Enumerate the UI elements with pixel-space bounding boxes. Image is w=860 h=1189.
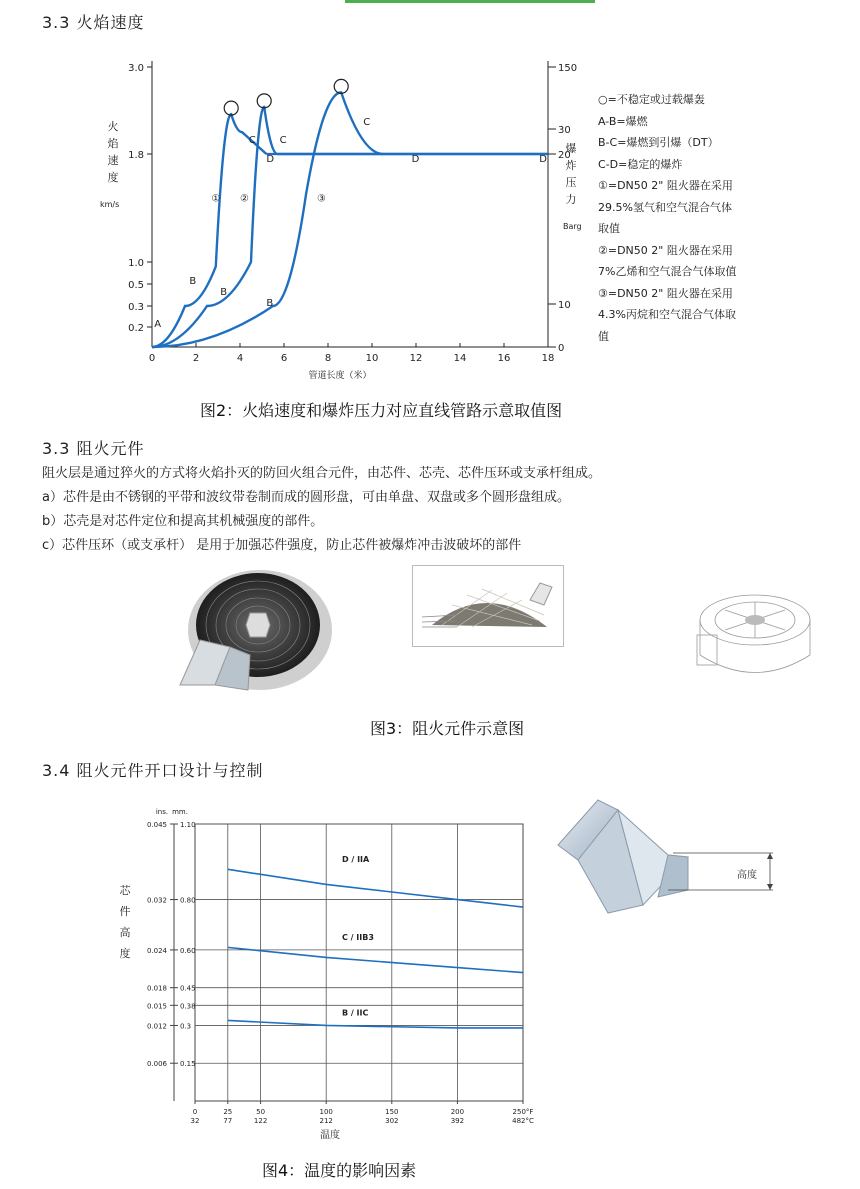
left-tick-label: 1.0	[128, 258, 144, 269]
x-tick-c: 122	[253, 1117, 268, 1125]
core-height-label-char: 件	[119, 905, 131, 918]
x-tick-label: 12	[409, 353, 423, 364]
right-tick-label: 30	[558, 125, 571, 136]
point-label: D	[539, 154, 547, 166]
x-axis-label: 温度	[320, 1130, 340, 1140]
point-label: C	[363, 117, 371, 128]
x-tick-label: 4	[236, 353, 244, 364]
legend-item: 4.3%丙烷和空气混合气体取	[598, 308, 736, 321]
x-tick-f: 0	[192, 1108, 198, 1116]
core-element-height-diagram	[548, 795, 788, 935]
legend-item: ①=DN50 2" 阻火器在采用	[598, 179, 733, 192]
legend-item: ○=不稳定或过载爆轰	[598, 93, 705, 106]
figure-2-caption: 图2：火焰速度和爆炸压力对应直线管路示意取值图	[200, 401, 563, 420]
y-tick-mm: 0.38	[180, 1002, 196, 1011]
legend-item: 值	[598, 329, 609, 343]
plot-frame	[195, 824, 523, 1101]
y-tick-ins: 0.045	[146, 821, 167, 829]
series-line	[228, 869, 523, 907]
x-tick-f: 50	[256, 1108, 266, 1116]
y-tick-ins: 0.006	[146, 1060, 167, 1069]
x-tick-c: 302	[385, 1117, 399, 1125]
point-label: B	[220, 287, 228, 298]
left-axis-label-char: 速	[107, 154, 119, 167]
point-label: ②	[240, 193, 249, 205]
x-tick-label: 6	[280, 353, 288, 364]
point-label: C	[279, 135, 287, 147]
x-tick-label: 0	[148, 353, 156, 364]
point-label: ①	[211, 193, 221, 205]
legend-item: 取值	[598, 222, 620, 235]
y-tick-ins: 0.024	[146, 946, 167, 955]
x-tick-label: 8	[324, 353, 332, 364]
point-label: B	[189, 276, 197, 287]
right-axis-label-char: 力	[565, 193, 577, 206]
x-tick-f: 100	[319, 1108, 333, 1116]
right-axis-label-char: 爆	[565, 142, 577, 155]
x-axis-label: 管道长度（米）	[308, 371, 372, 381]
paragraph-a: a）芯件是由不锈钢的平带和波纹带卷制而成的圆形盘，可由单盘、双盘或多个圆形盘组成。	[42, 490, 570, 505]
x-tick-c: 392	[450, 1117, 465, 1125]
crimped-ribbon-image	[412, 565, 564, 647]
left-axis-label-char: 度	[107, 171, 119, 184]
x-tick-label: 10	[365, 353, 379, 364]
point-label: ③	[317, 193, 326, 205]
x-tick-c: 77	[223, 1117, 233, 1125]
right-tick-label: 10	[558, 300, 571, 311]
point-label: A	[154, 319, 162, 330]
y-tick-mm: 0.60	[180, 946, 196, 955]
left-tick-label: 0.2	[128, 323, 144, 334]
legend-item: C-D=稳定的爆炸	[598, 157, 683, 171]
legend-item: A-B=爆燃	[598, 114, 648, 128]
x-tick-label: 14	[453, 353, 467, 364]
curve-series	[152, 92, 548, 347]
right-tick-label: 20	[558, 150, 571, 161]
left-tick-label: 3.0	[128, 63, 144, 74]
y-tick-mm: 0.3	[180, 1022, 192, 1031]
section-title-opening-design: 3.4 阻火元件开口设计与控制	[42, 761, 264, 780]
y-tick-ins: 0.015	[146, 1002, 167, 1011]
right-tick-label: 150	[558, 63, 578, 74]
x-tick-f: 150	[385, 1108, 399, 1116]
flame-speed-chart	[100, 55, 590, 390]
left-axis-label-char: 焰	[107, 137, 119, 150]
figure-3-caption: 图3：阻火元件示意图	[370, 719, 525, 738]
y-tick-mm: 0.45	[180, 984, 196, 993]
figure-4-caption: 图4：温度的影响因素	[262, 1161, 417, 1180]
point-label: D	[266, 154, 275, 166]
legend-item: ②=DN50 2" 阻火器在采用	[598, 243, 733, 257]
x-tick-f: 250°F	[512, 1108, 534, 1116]
right-axis-label-char: 炸	[565, 159, 577, 172]
y-tick-mm: 0.80	[180, 896, 196, 905]
paragraph-c: c）芯件压环（或支承杆） 是用于加强芯件强度，防止芯件被爆炸冲击波破坏的部件	[42, 538, 522, 553]
legend-item: 29.5%氢气和空气混合气体	[598, 200, 732, 214]
core-height-label-char: 度	[119, 947, 131, 960]
core-height-label-char: 高	[119, 926, 131, 939]
series-label: D / IIA	[341, 854, 370, 864]
right-tick-label: 0	[558, 343, 565, 354]
flame-arrester-disc-image	[170, 565, 345, 705]
top-accent-line	[345, 0, 595, 3]
legend-item: B-C=爆燃到引爆（DT）	[598, 136, 719, 149]
right-axis-unit: Barg	[563, 222, 582, 231]
y-tick-ins: 0.018	[146, 984, 167, 993]
y-unit-mm: mm.	[172, 808, 188, 816]
y-tick-ins: 0.032	[146, 896, 167, 905]
series-label: C / IIB3	[341, 932, 374, 942]
legend-item: 7%乙烯和空气混合气体取值	[598, 265, 737, 278]
x-tick-f: 25	[223, 1108, 233, 1116]
paragraph-b: b）芯壳是对芯件定位和提高其机械强度的部件。	[42, 514, 324, 529]
x-tick-label: 16	[497, 353, 511, 364]
point-label: C	[248, 135, 256, 147]
y-tick-mm: 0.15	[180, 1060, 196, 1069]
y-unit-ins: ins.	[155, 808, 169, 816]
left-axis-label-char: 火	[107, 120, 119, 133]
left-axis-label	[106, 118, 120, 186]
left-tick-label: 0.5	[128, 280, 144, 291]
arrester-assembly-sketch-image	[695, 585, 820, 695]
right-axis-label	[564, 140, 578, 208]
x-tick-label: 18	[541, 353, 555, 364]
x-tick-c: 32	[190, 1117, 200, 1125]
core-height-axis-label	[118, 880, 132, 964]
x-tick-f: 200	[450, 1108, 465, 1116]
curve-series	[152, 114, 266, 347]
core-height-label-char: 芯	[119, 884, 131, 897]
point-label: D	[411, 154, 420, 166]
paragraph-intro: 阻火层是通过猝火的方式将火焰扑灭的防回火组合元件，由芯件、芯壳、芯件压环或支承杆组成。	[42, 466, 602, 481]
series-line	[228, 947, 523, 972]
left-tick-label: 0.3	[128, 302, 144, 313]
series-label: B / IIC	[341, 1008, 369, 1018]
x-tick-label: 2	[192, 353, 200, 364]
series-line	[228, 1020, 523, 1028]
point-label: B	[266, 298, 274, 309]
legend-item: ③=DN50 2" 阻火器在采用	[598, 286, 733, 300]
y-tick-ins: 0.012	[146, 1022, 167, 1031]
height-label: 高度	[737, 870, 757, 881]
x-tick-c: 212	[319, 1117, 333, 1125]
section-title-arrester-element: 3.3 阻火元件	[42, 439, 145, 458]
temperature-chart	[130, 800, 550, 1140]
right-axis-label-char: 压	[565, 176, 577, 189]
section-title-flame-speed: 3.3 火焰速度	[42, 13, 145, 32]
y-tick-mm: 1.10	[180, 821, 196, 829]
left-tick-label: 1.8	[128, 150, 144, 161]
left-axis-unit: km/s	[100, 200, 120, 209]
x-tick-c: 482°C	[512, 1117, 534, 1125]
